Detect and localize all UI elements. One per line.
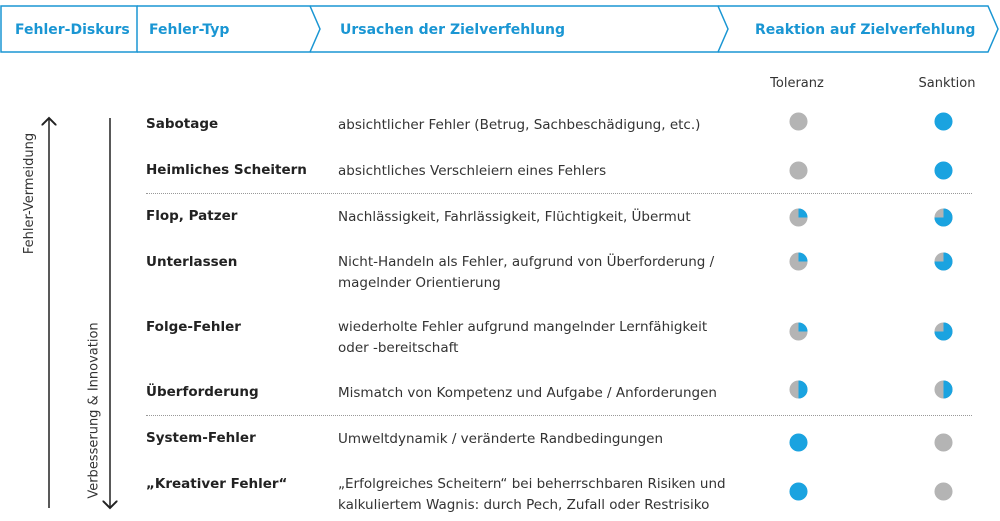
sanktion-indicator bbox=[934, 380, 953, 399]
row-cause-line: absichtliches Verschleiern eines Fehlers bbox=[338, 163, 607, 179]
sanktion-indicator bbox=[934, 112, 953, 131]
row-cause-text bbox=[338, 161, 758, 182]
row-type-label: Heimliches Scheitern bbox=[146, 162, 307, 178]
row-type-label: Unterlassen bbox=[146, 254, 238, 270]
row-type-label: Sabotage bbox=[146, 116, 219, 132]
row-type-label: System-Fehler bbox=[146, 430, 256, 446]
axis-label-fehler-vermeidung: Fehler-Vermeidung bbox=[22, 132, 38, 255]
header-step-ursachen: Ursachen der Zielverfehlung bbox=[340, 22, 566, 38]
toleranz-indicator bbox=[789, 112, 808, 131]
group-divider bbox=[146, 193, 972, 194]
row-cause-text bbox=[338, 115, 758, 136]
sanktion-indicator bbox=[934, 208, 953, 227]
sanktion-indicator bbox=[934, 322, 953, 341]
sanktion-indicator bbox=[934, 252, 953, 271]
header-step-typ: Fehler-Typ bbox=[149, 22, 230, 38]
toleranz-indicator bbox=[789, 161, 808, 180]
row-cause-line: oder -bereitschaft bbox=[338, 340, 459, 356]
column-heading-toleranz: Toleranz bbox=[770, 76, 824, 91]
row-cause-text bbox=[338, 429, 758, 450]
row-type-label: „Kreativer Fehler“ bbox=[146, 476, 288, 492]
row-type-label: Folge-Fehler bbox=[146, 319, 241, 335]
toleranz-indicator bbox=[789, 380, 808, 399]
axis-label-verbesserung-innovation: Verbesserung & Innovation bbox=[86, 322, 102, 499]
row-cause-line: wiederholte Fehler aufgrund mangelnder Lernfähigkeit bbox=[338, 319, 708, 335]
group-divider bbox=[146, 415, 972, 416]
header-step-reaktion: Reaktion auf Zielverfehlung bbox=[755, 22, 976, 38]
row-cause-line: magelnder Orientierung bbox=[338, 275, 501, 291]
row-cause-line: Umweltdynamik / veränderte Randbedingungen bbox=[338, 431, 663, 447]
row-cause-text bbox=[338, 252, 758, 294]
row-cause-line: Nachlässigkeit, Fahrlässigkeit, Flüchtigkeit, Übermut bbox=[338, 209, 691, 225]
row-type-label: Flop, Patzer bbox=[146, 208, 238, 224]
toleranz-indicator bbox=[789, 433, 808, 452]
row-cause-line: Mismatch von Kompetenz und Aufgabe / Anforderungen bbox=[338, 385, 717, 401]
row-cause-text bbox=[338, 474, 758, 516]
row-cause-text bbox=[338, 317, 758, 359]
row-type-label: Überforderung bbox=[146, 384, 259, 400]
column-heading-sanktion: Sanktion bbox=[918, 76, 976, 91]
toleranz-indicator bbox=[789, 252, 808, 271]
row-cause-line: „Erfolgreiches Scheitern“ bei beherrschbaren Risiken und bbox=[338, 476, 726, 492]
axes-arrows bbox=[0, 0, 130, 521]
row-cause-line: kalkuliertem Wagnis: durch Pech, Zufall oder Restrisiko bbox=[338, 497, 710, 513]
header-process-band bbox=[0, 0, 1000, 60]
sanktion-indicator bbox=[934, 161, 953, 180]
toleranz-indicator bbox=[789, 482, 808, 501]
header-step-diskurs: Fehler-Diskurs bbox=[15, 22, 130, 38]
toleranz-indicator bbox=[789, 322, 808, 341]
sanktion-indicator bbox=[934, 433, 953, 452]
row-cause-text bbox=[338, 207, 758, 228]
row-cause-text bbox=[338, 383, 758, 404]
toleranz-indicator bbox=[789, 208, 808, 227]
row-cause-line: absichtlicher Fehler (Betrug, Sachbeschädigung, etc.) bbox=[338, 117, 701, 133]
row-cause-line: Nicht-Handeln als Fehler, aufgrund von Überforderung / bbox=[338, 254, 715, 270]
sanktion-indicator bbox=[934, 482, 953, 501]
